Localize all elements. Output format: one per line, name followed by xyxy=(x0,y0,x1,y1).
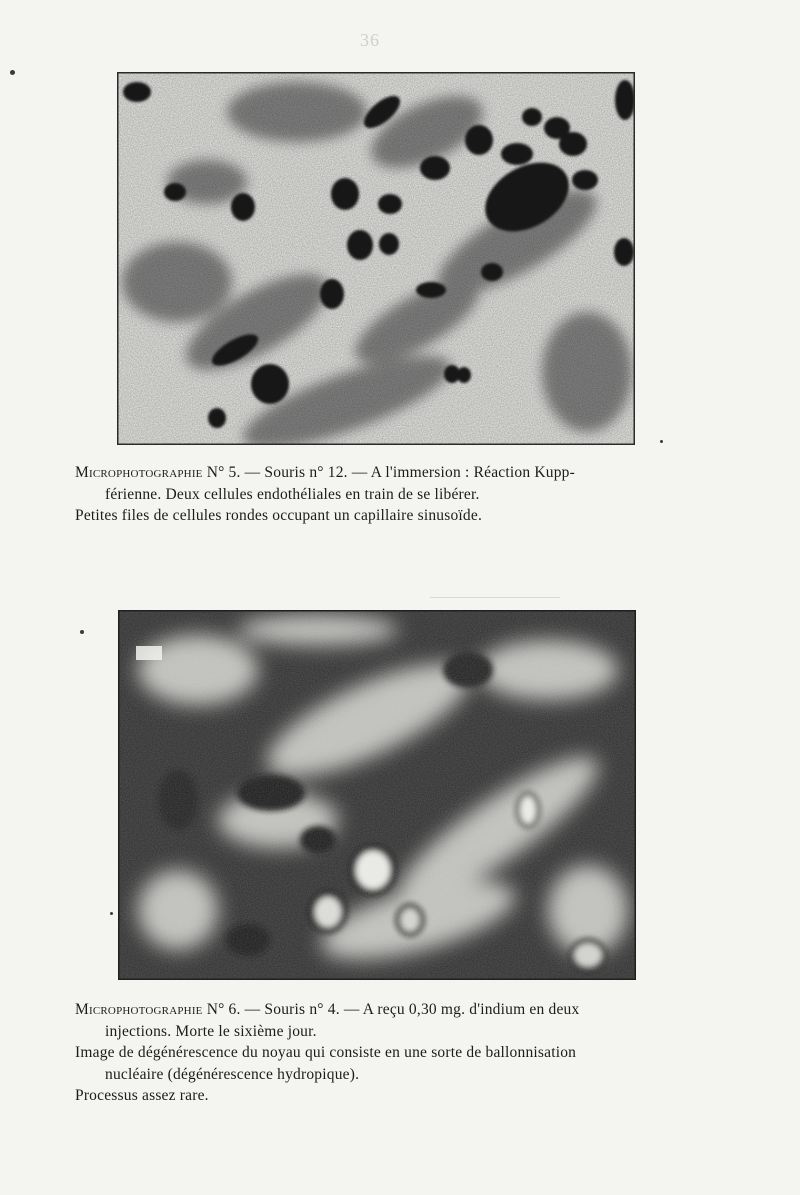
scan-speck xyxy=(110,912,113,915)
caption-5-line-2: férienne. Deux cellules endothéliales en train de se libérer. xyxy=(105,485,480,503)
caption-6-line-3: Image de dégénérescence du noyau qui consiste en une sorte de ballonnisation xyxy=(75,1044,577,1061)
microphotograph-5-image xyxy=(117,72,635,445)
page-number: 36 xyxy=(360,30,380,50)
microphotograph-5 xyxy=(117,72,635,445)
faint-rule xyxy=(430,597,560,598)
caption-6-line-4: nucléaire (dégénérescence hydropique). xyxy=(105,1065,360,1083)
caption-6-line-1 xyxy=(75,999,681,1021)
caption-6-line-1-text: N° 6. — Souris n° 4. — A reçu 0,30 mg. d'indium en deux xyxy=(206,1001,580,1018)
caption-6-lead: Microphotographie xyxy=(75,1001,203,1018)
caption-microphotograph-5 xyxy=(75,462,681,527)
microphotograph-6-image xyxy=(118,610,636,980)
caption-6-line-5: Processus assez rare. xyxy=(75,1087,209,1104)
scan-speck xyxy=(80,630,84,634)
microphotograph-6 xyxy=(118,610,636,980)
caption-5-line-1 xyxy=(75,462,681,484)
caption-5-line-3: Petites files de cellules rondes occupant un capillaire sinusoïde. xyxy=(75,507,483,524)
scan-speck xyxy=(660,440,663,443)
caption-5-line-1-text: N° 5. — Souris n° 12. — A l'immersion : Réaction Kupp- xyxy=(206,464,575,481)
scan-speck xyxy=(10,70,15,75)
caption-5-lead: Microphotographie xyxy=(75,464,203,481)
caption-6-line-2: injections. Morte le sixième jour. xyxy=(105,1022,317,1040)
caption-microphotograph-6 xyxy=(75,999,681,1107)
